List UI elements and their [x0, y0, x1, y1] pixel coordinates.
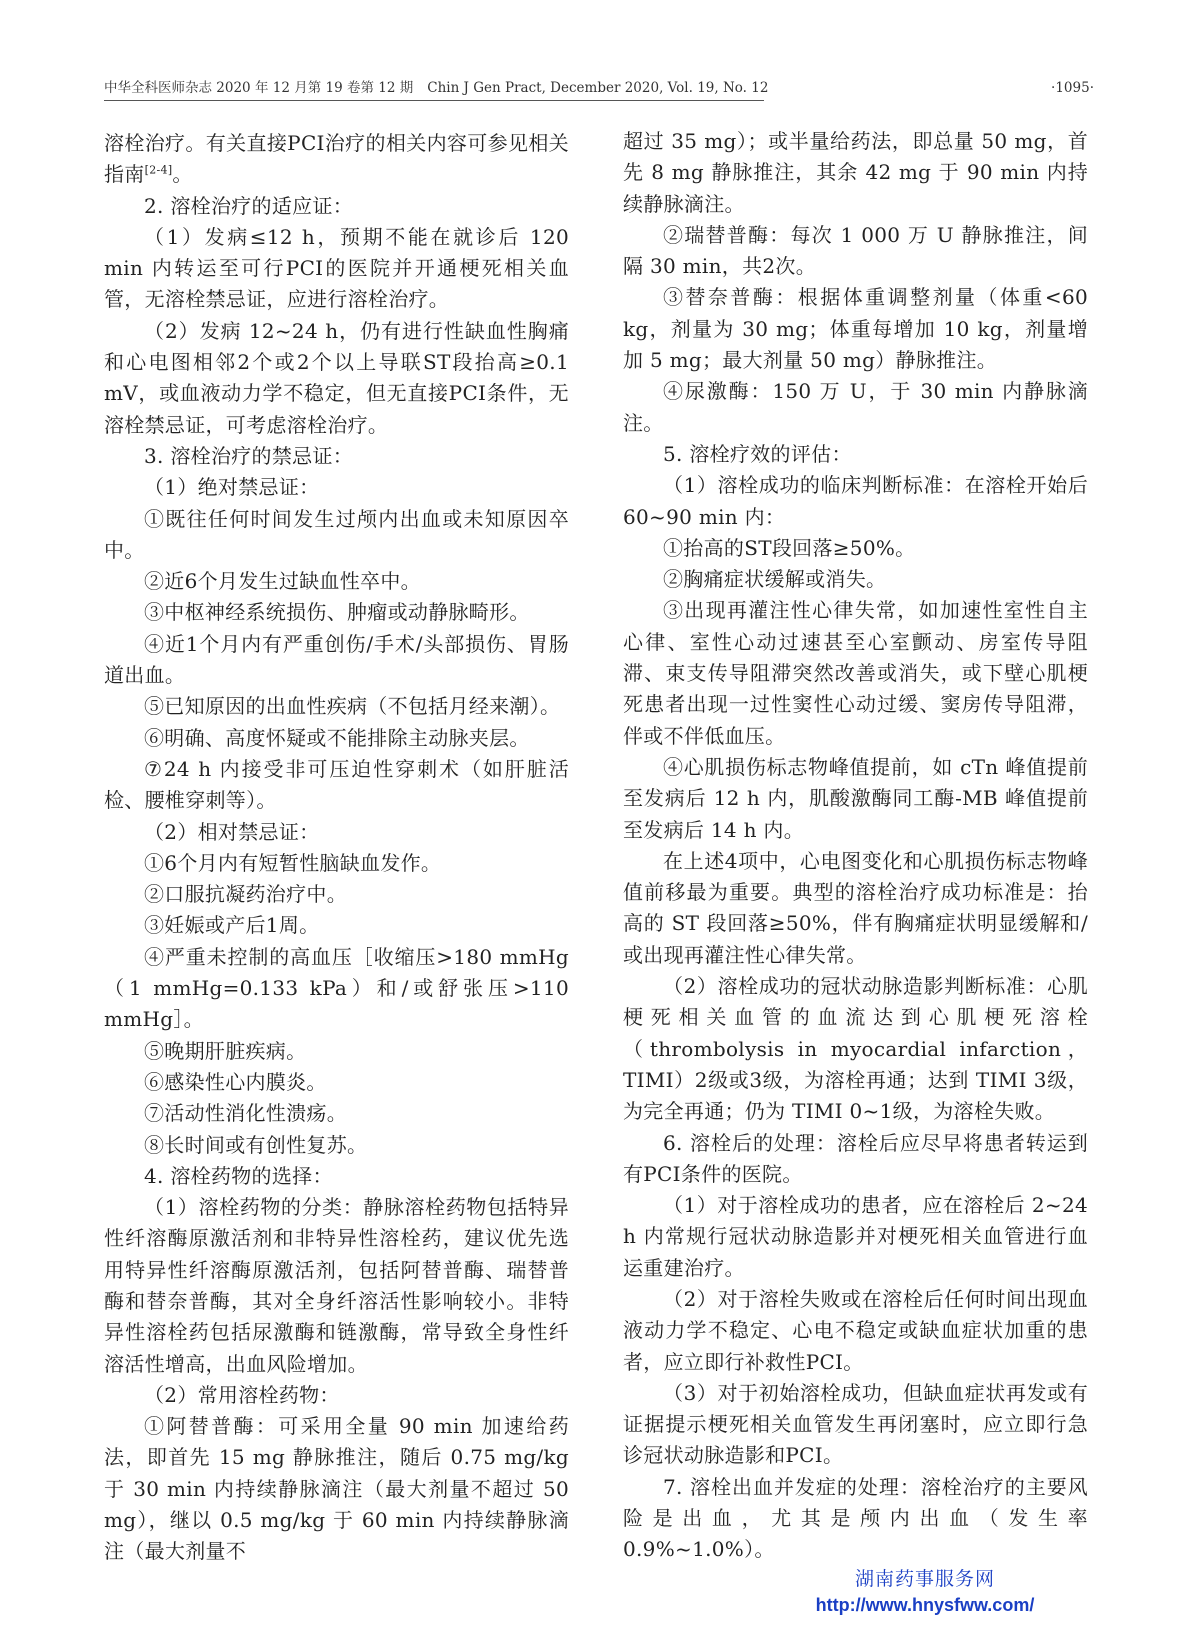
paragraph-text: ⑧长时间或有创性复苏。 — [144, 1132, 368, 1157]
paragraph-text: 5. 溶栓疗效的评估： — [663, 441, 852, 466]
paragraph-text: （1）溶栓药物的分类：静脉溶栓药物包括特异性纤溶酶原激活剂和非特异性溶栓药，建议优先选用特异性纤溶酶原激活剂，包括阿替普酶、瑞替普酶和替奈普酶，其对全身纤溶活性影响较小。非特异性溶栓药包括尿激酶和链激酶，常导致全身性纤溶活性增高，出血风险增加。 — [104, 1195, 569, 1376]
paragraph-text: ⑦24 h 内接受非可压迫性穿刺术（如肝脏活检、腰椎穿刺等）。 — [104, 756, 569, 813]
paragraph-text: ①既往任何时间发生过颅内出血或未知原因卒中。 — [104, 506, 569, 562]
page-number: ·1095· — [1051, 80, 1094, 96]
citation-reference[interactable]: [2-4] — [144, 163, 173, 177]
paragraph — [623, 564, 1088, 595]
paragraph — [104, 848, 569, 879]
paragraph-text: 2. 溶栓治疗的适应证： — [144, 193, 354, 218]
paragraph — [104, 1161, 569, 1192]
paragraph-text: ③妊娠或产后1周。 — [144, 913, 320, 938]
paragraph-text: （2）溶栓成功的冠状动脉造影判断标准：心肌梗死相关血管的血流达到心肌梗死溶栓（thrombolysis in myocardial infarction，TIMI）2级或3级，为溶栓再通；达到 TIMI 3级，为完全再通；仍为 TIMI 0~1级，为溶栓失败。 — [623, 974, 1088, 1124]
paragraph-text: ①6个月内有短暂性脑缺血发作。 — [144, 850, 442, 875]
paragraph-text: （3）对于初始溶栓成功，但缺血症状再发或有证据提示梗死相关血管发生再闭塞时，应立即行急诊冠状动脉造影和PCI。 — [623, 1380, 1088, 1468]
paragraph-text: ⑥明确、高度怀疑或不能排除主动脉夹层。 — [144, 725, 530, 750]
watermark-site-name: 湖南药事服务网 — [854, 1569, 995, 1590]
paragraph — [623, 1128, 1088, 1191]
paragraph — [623, 595, 1088, 751]
paragraph-text: （2）相对禁忌证： — [144, 819, 320, 844]
paragraph-text: 6. 溶栓后的处理：溶栓后应尽早将患者转运到有PCI条件的医院。 — [623, 1130, 1088, 1186]
paragraph-text: ①抬高的ST段回落≥50%。 — [663, 535, 916, 560]
paragraph-text: （2）对于溶栓失败或在溶栓后任何时间出现血液动力学不稳定、心电不稳定或缺血症状加重的患者，应立即行补救性PCI。 — [623, 1286, 1088, 1374]
paragraph — [623, 470, 1088, 533]
paragraph-text: 4. 溶栓药物的选择： — [144, 1163, 333, 1188]
paragraph — [104, 566, 569, 597]
paragraph — [104, 879, 569, 910]
journal-citation — [104, 76, 768, 100]
paragraph-text: ③中枢神经系统损伤、肿瘤或动静脉畸形。 — [144, 600, 530, 625]
paragraph — [623, 282, 1088, 376]
paragraph — [104, 723, 569, 754]
paragraph — [623, 1284, 1088, 1378]
right-column — [623, 126, 1088, 1566]
paragraph — [104, 1067, 569, 1098]
paragraph-text: （2）发病 12~24 h，仍有进行性缺血性胸痛和心电图相邻2个或2个以上导联ST段抬高≥0.1 mV，或血液动力学不稳定，但无直接PCI条件，无溶栓禁忌证，可考虑溶栓治疗。 — [104, 318, 569, 437]
paragraph-text: ④严重未控制的高血压［收缩压>180 mmHg（1 mmHg=0.133 kPa）和/或舒张压>110 mmHg］。 — [104, 944, 569, 1032]
paragraph — [623, 1190, 1088, 1284]
paragraph-text: ②瑞替普酶：每次 1 000 万 U 静脉推注，间隔 30 min，共2次。 — [623, 222, 1088, 279]
paragraph-text: （2）常用溶栓药物： — [144, 1382, 340, 1407]
paragraph — [623, 971, 1088, 1127]
watermark — [760, 1568, 1090, 1618]
paragraph — [104, 754, 569, 817]
paragraph — [104, 128, 569, 191]
paragraph — [104, 1036, 569, 1067]
paragraph-text: （1）对于溶栓成功的患者，应在溶栓后 2~24 h 内常规行冠状动脉造影并对梗死相关血管进行血运重建治疗。 — [623, 1193, 1088, 1280]
paragraph — [104, 597, 569, 628]
paragraph — [623, 752, 1088, 846]
paragraph — [104, 1192, 569, 1380]
paragraph — [623, 126, 1088, 220]
paragraph-text: 超过 35 mg）；或半量给药法，即总量 50 mg，首先 8 mg 静脉推注，其余 42 mg 于 90 min 内持续静脉滴注。 — [623, 129, 1088, 216]
paragraph — [104, 1380, 569, 1411]
paragraph-text: ④尿激酶：150 万 U，于 30 min 内静脉滴注。 — [623, 379, 1088, 435]
paragraph-text: 溶栓治疗。有关直接PCI治疗的相关内容可参见相关指南 — [104, 131, 569, 187]
paragraph — [104, 222, 569, 316]
running-header — [104, 76, 1094, 100]
paragraph — [104, 691, 569, 722]
paragraph — [104, 504, 569, 567]
header-rule — [104, 100, 764, 101]
journal-title-en: Chin J Gen Pract, December 2020, Vol. 19, No. 12 — [427, 80, 769, 96]
paragraph-text: ⑤晚期肝脏疾病。 — [144, 1038, 307, 1063]
paragraph — [623, 846, 1088, 971]
paragraph — [104, 316, 569, 441]
paragraph — [104, 942, 569, 1036]
paragraph-text: ③替奈普酶：根据体重调整剂量（体重<60 kg，剂量为 30 mg；体重每增加 10 kg，剂量增加 5 mg；最大剂量 50 mg）静脉推注。 — [623, 285, 1088, 373]
watermark-url[interactable]: http://www.hnysfww.com/ — [815, 1595, 1035, 1615]
paragraph — [104, 817, 569, 848]
paragraph — [623, 533, 1088, 564]
paragraph — [104, 441, 569, 472]
paragraph-tail: 。 — [172, 162, 193, 187]
paragraph-text: ④近1个月内有严重创伤/手术/头部损伤、胃肠道出血。 — [104, 631, 569, 688]
paragraph — [623, 220, 1088, 283]
paragraph-text: ③出现再灌注性心律失常，如加速性室性自主心律、室性心动过速甚至心室颤动、房室传导阻滞、束支传导阻滞突然改善或消失，或下壁心肌梗死患者出现一过性窦性心动过缓、窦房传导阻滞，伴或不伴低血压。 — [623, 598, 1088, 748]
paragraph-text: ②近6个月发生过缺血性卒中。 — [144, 569, 421, 594]
paragraph-text: 3. 溶栓治疗的禁忌证： — [144, 443, 354, 468]
paragraph-text: ①阿替普酶：可采用全量 90 min 加速给药法，即首先 15 mg 静脉推注，随后 0.75 mg/kg 于 30 min 内持续静脉滴注（最大剂量不超过 50 mg），继以 0.5 mg/kg 于 60 min 内持续静脉滴注（最大剂量不 — [104, 1414, 569, 1564]
paragraph — [623, 1472, 1088, 1566]
paragraph — [104, 910, 569, 941]
paragraph-text: 7. 溶栓出血并发症的处理：溶栓治疗的主要风险是出血，尤其是颅内出血（发生率0.9%~1.0%）。 — [623, 1474, 1088, 1562]
paragraph-text: ⑦活动性消化性溃疡。 — [144, 1101, 347, 1126]
paragraph — [104, 1411, 569, 1567]
paragraph — [104, 472, 569, 503]
paragraph — [104, 629, 569, 692]
paragraph-text: （1）发病≤12 h，预期不能在就诊后 120 min 内转运至可行PCI的医院并开通梗死相关血管，无溶栓禁忌证，应进行溶栓治疗。 — [104, 224, 569, 312]
paragraph-text: 在上述4项中，心电图变化和心肌损伤标志物峰值前移最为重要。典型的溶栓治疗成功标准是：抬高的 ST 段回落≥50%，伴有胸痛症状明显缓解和/或出现再灌注性心律失常。 — [623, 848, 1088, 967]
paragraph — [104, 191, 569, 222]
paragraph-text: ④心肌损伤标志物峰值提前，如 cTn 峰值提前至发病后 12 h 内，肌酸激酶同工酶-MB 峰值提前至发病后 14 h 内。 — [623, 754, 1088, 842]
paragraph-text: ②口服抗凝药治疗中。 — [144, 882, 347, 907]
left-column — [104, 128, 569, 1568]
paragraph-text: ②胸痛症状缓解或消失。 — [663, 567, 887, 592]
paragraph-text: （1）绝对禁忌证： — [144, 475, 320, 500]
paragraph-text: ⑤已知原因的出血性疾病（不包括月经来潮）。 — [144, 694, 561, 719]
paragraph-text: ⑥感染性心内膜炎。 — [144, 1069, 327, 1094]
paragraph — [104, 1130, 569, 1161]
paragraph — [623, 439, 1088, 470]
paragraph — [623, 1378, 1088, 1472]
journal-title-cn: 中华全科医师杂志 2020 年 12 月第 19 卷第 12 期 — [104, 80, 414, 96]
paragraph — [104, 1098, 569, 1129]
paragraph-text: （1）溶栓成功的临床判断标准：在溶栓开始后 60~90 min 内： — [623, 473, 1088, 529]
paragraph — [623, 376, 1088, 439]
